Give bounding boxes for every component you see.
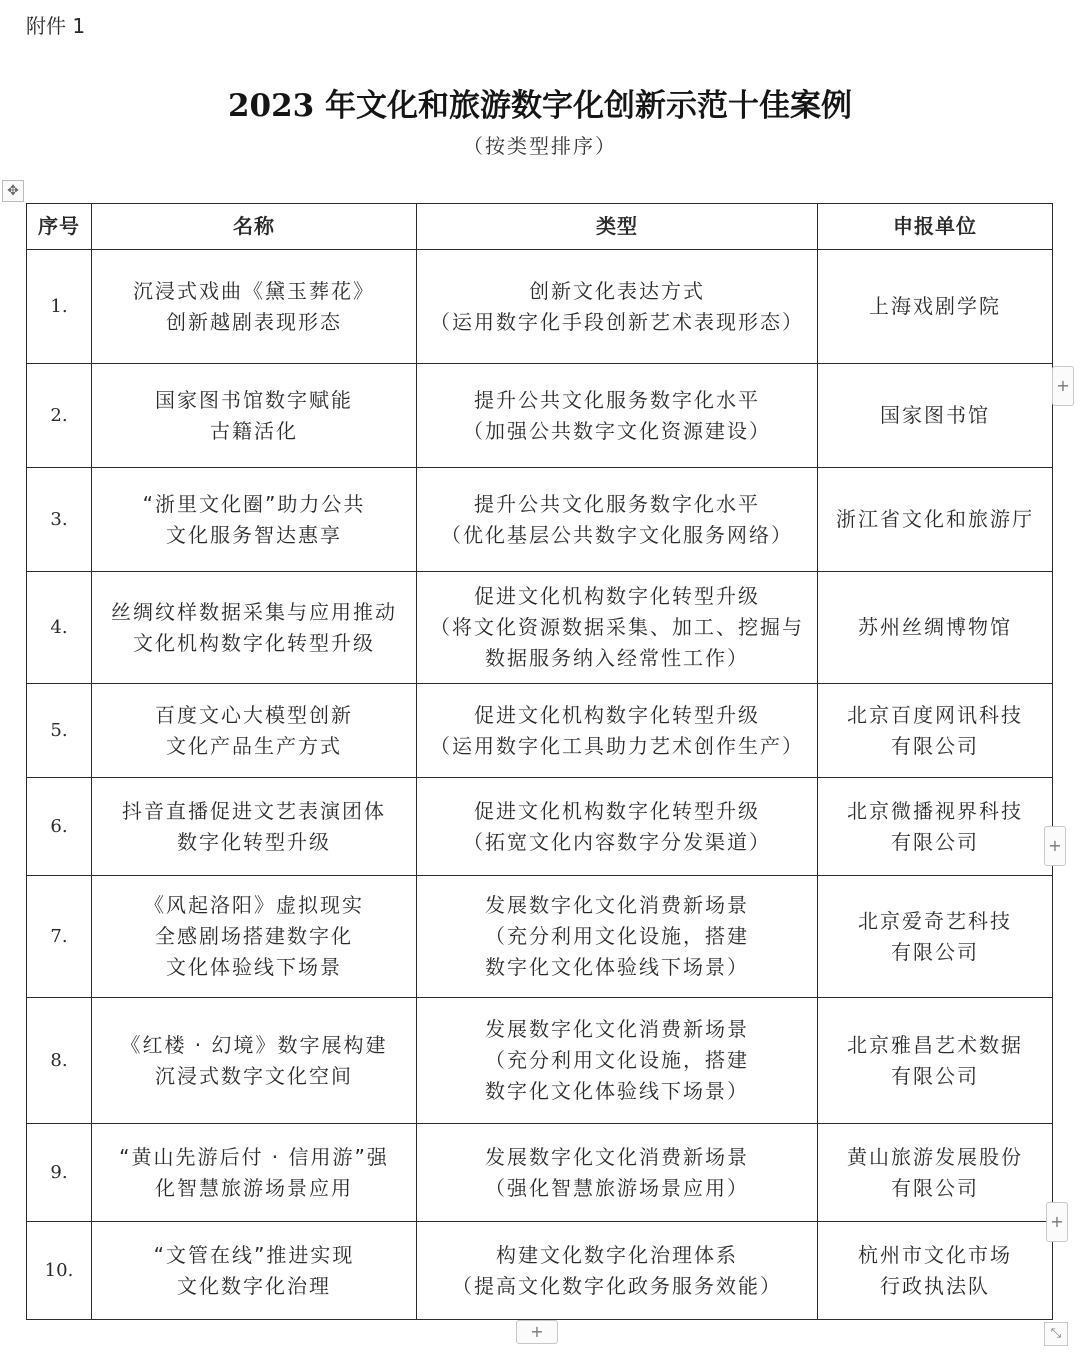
table-move-icon[interactable]: ✥ (2, 180, 24, 202)
row-type-cell (417, 876, 818, 998)
row-index-cell: 2. (27, 364, 92, 468)
cell-text-line: 国家图书馆数字赋能 (155, 387, 353, 412)
cell-text-line: 抖音直播促进文艺表演团体 (122, 798, 386, 823)
page-subtitle: （按类型排序） (463, 134, 617, 158)
cell-text-line: 北京雅昌艺术数据 (847, 1032, 1023, 1057)
column-header-name: 名称 (92, 204, 417, 250)
cell-text-line: 发展数字化文化消费新场景 (485, 1144, 749, 1169)
column-header-type: 类型 (417, 204, 818, 250)
cell-text-line: 创新越剧表现形态 (166, 309, 342, 334)
row-index-cell: 5. (27, 684, 92, 778)
cell-text-line: （优化基层公共数字文化服务网络） (441, 522, 793, 547)
row-name-cell (92, 250, 417, 364)
cell-text-line: 有限公司 (891, 1175, 979, 1200)
row-index-cell: 8. (27, 998, 92, 1124)
cell-text-line: 丝绸纹样数据采集与应用推动 (111, 599, 397, 624)
row-unit-cell (818, 1124, 1053, 1222)
table-row (27, 468, 1053, 572)
cell-text-line: 文化机构数字化转型升级 (133, 630, 375, 655)
table-header-row (27, 204, 1053, 250)
table-row (27, 684, 1053, 778)
row-name-cell (92, 572, 417, 684)
cell-text-line: 杭州市文化市场 (858, 1242, 1012, 1267)
cell-text-line: 构建文化数字化治理体系 (496, 1242, 738, 1267)
row-type-cell (417, 684, 818, 778)
row-index-cell: 1. (27, 250, 92, 364)
row-unit-cell (818, 684, 1053, 778)
cell-text-line: 化智慧旅游场景应用 (155, 1175, 353, 1200)
row-index-cell: 6. (27, 778, 92, 876)
cell-text-line: （强化智慧旅游场景应用） (485, 1175, 749, 1200)
cell-text-line: 百度文心大模型创新 (155, 702, 353, 727)
cell-text-line: 行政执法队 (880, 1273, 990, 1298)
cell-text-line: 提升公共文化服务数字化水平 (474, 491, 760, 516)
row-name-cell (92, 684, 417, 778)
cell-text-line: 文化产品生产方式 (166, 733, 342, 758)
row-name-cell (92, 468, 417, 572)
row-unit-cell (818, 364, 1053, 468)
row-name-cell (92, 998, 417, 1124)
attachment-label: 附件 1 (26, 14, 86, 38)
table-row (27, 1124, 1053, 1222)
cell-text-line: 数字化转型升级 (177, 829, 331, 854)
cell-text-line: （加强公共数字文化资源建设） (463, 418, 771, 443)
row-name-cell (92, 1124, 417, 1222)
row-type-cell (417, 778, 818, 876)
cell-text-line: 促进文化机构数字化转型升级 (474, 798, 760, 823)
row-name-cell (92, 364, 417, 468)
cell-text-line: 浙江省文化和旅游厅 (836, 507, 1034, 531)
row-type-cell (417, 572, 818, 684)
row-name-cell (92, 778, 417, 876)
row-type-cell (417, 1222, 818, 1320)
cell-text-line: 发展数字化文化消费新场景 (485, 1017, 749, 1041)
cell-text-line: 《风起洛阳》虚拟现实 (144, 893, 364, 917)
cell-text-line: 数据服务纳入经常性工作） (485, 646, 749, 670)
row-type-cell (417, 364, 818, 468)
table-resize-icon[interactable]: ⤡ (1044, 1322, 1068, 1346)
cell-text-line: 提升公共文化服务数字化水平 (474, 387, 760, 412)
table-row (27, 572, 1053, 684)
cell-text-line: （将文化资源数据采集、加工、挖掘与 (430, 615, 804, 639)
cell-text-line: 有限公司 (891, 829, 979, 854)
cell-text-line: 《红楼 · 幻境》数字展构建 (120, 1032, 388, 1057)
row-unit-cell (818, 998, 1053, 1124)
row-type-cell (417, 998, 818, 1124)
cell-text-line: 古籍活化 (210, 418, 298, 443)
row-name-cell (92, 1222, 417, 1320)
cell-text-line: 沉浸式数字文化空间 (155, 1063, 353, 1088)
cell-text-line: 黄山旅游发展股份 (847, 1144, 1023, 1169)
column-header-index: 序号 (27, 204, 92, 250)
row-index-cell: 10. (27, 1222, 92, 1320)
row-index-cell: 4. (27, 572, 92, 684)
cell-text-line: 苏州丝绸博物馆 (858, 615, 1012, 639)
row-type-cell (417, 468, 818, 572)
row-unit-cell (818, 468, 1053, 572)
row-unit-cell (818, 572, 1053, 684)
table-row (27, 778, 1053, 876)
add-row-button[interactable]: + (1046, 1202, 1068, 1242)
cell-text-line: 有限公司 (891, 1063, 979, 1088)
table-row (27, 364, 1053, 468)
row-unit-cell (818, 876, 1053, 998)
cell-text-line: “黄山先游后付 · 信用游”强 (119, 1144, 389, 1169)
row-type-cell (417, 250, 818, 364)
cell-text-line: 上海戏剧学院 (869, 294, 1001, 318)
cases-table (26, 203, 1053, 1320)
cell-text-line: （运用数字化手段创新艺术表现形态） (430, 309, 804, 334)
cell-text-line: 北京爱奇艺科技 (858, 908, 1012, 933)
row-unit-cell (818, 1222, 1053, 1320)
table-row (27, 876, 1053, 998)
cell-text-line: 数字化文化体验线下场景） (485, 1079, 749, 1103)
table-row (27, 1222, 1053, 1320)
row-name-cell (92, 876, 417, 998)
cell-text-line: （充分利用文化设施，搭建 (485, 924, 749, 948)
row-unit-cell (818, 250, 1053, 364)
cell-text-line: 创新文化表达方式 (529, 278, 705, 303)
cell-text-line: 国家图书馆 (880, 403, 990, 427)
page-title: 2023 年文化和旅游数字化创新示范十佳案例 (227, 88, 853, 124)
cell-text-line: 北京微播视界科技 (847, 798, 1023, 823)
cell-text-line: 有限公司 (891, 939, 979, 964)
cell-text-line: 发展数字化文化消费新场景 (485, 893, 749, 917)
cell-text-line: 促进文化机构数字化转型升级 (474, 702, 760, 727)
cell-text-line: 文化数字化治理 (177, 1273, 331, 1298)
row-index-cell: 9. (27, 1124, 92, 1222)
cell-text-line: “浙里文化圈”助力公共 (142, 491, 366, 516)
cell-text-line: 沉浸式戏曲《黛玉葬花》 (133, 278, 375, 303)
cell-text-line: （拓宽文化内容数字分发渠道） (463, 829, 771, 854)
cell-text-line: 全感剧场搭建数字化 (155, 924, 353, 948)
cell-text-line: 有限公司 (891, 733, 979, 758)
cell-text-line: （提高文化数字化政务服务效能） (452, 1273, 782, 1298)
row-index-cell: 7. (27, 876, 92, 998)
cell-text-line: “文管在线”推进实现 (153, 1242, 355, 1267)
cell-text-line: 促进文化机构数字化转型升级 (474, 584, 760, 608)
add-row-button[interactable]: + (1044, 826, 1066, 866)
row-index-cell: 3. (27, 468, 92, 572)
row-type-cell (417, 1124, 818, 1222)
cell-text-line: 文化体验线下场景 (166, 955, 342, 979)
cell-text-line: （运用数字化工具助力艺术创作生产） (430, 733, 804, 758)
add-row-bottom-button[interactable]: + (516, 1320, 558, 1344)
cell-text-line: 北京百度网讯科技 (847, 702, 1023, 727)
cell-text-line: 数字化文化体验线下场景） (485, 955, 749, 979)
add-row-button[interactable]: + (1052, 366, 1074, 406)
table-body (27, 250, 1053, 1320)
cell-text-line: （充分利用文化设施，搭建 (485, 1048, 749, 1072)
table-row (27, 998, 1053, 1124)
table-row (27, 250, 1053, 364)
row-unit-cell (818, 778, 1053, 876)
cell-text-line: 文化服务智达惠享 (166, 522, 342, 547)
column-header-unit: 申报单位 (818, 204, 1053, 250)
